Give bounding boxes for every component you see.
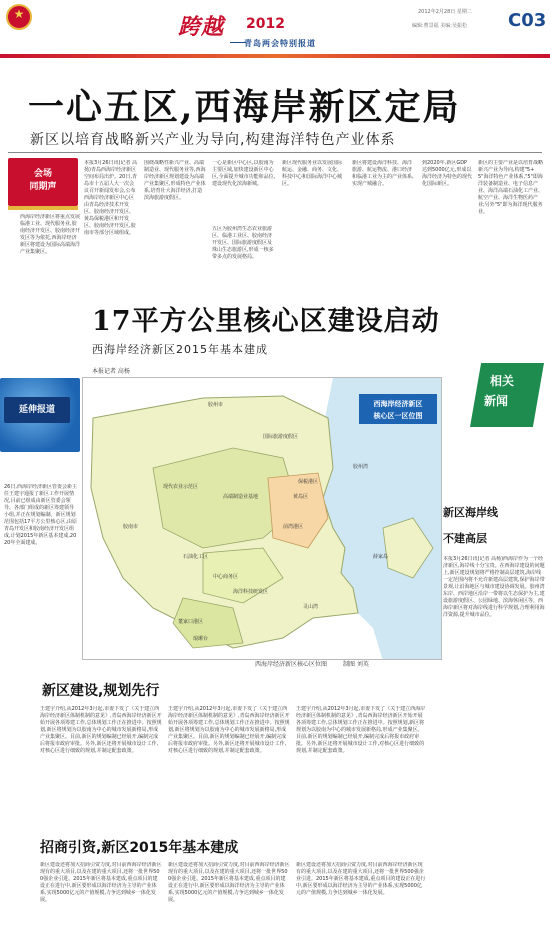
article-column: 到2020年,新区GDP达到5000亿元,形成以海洋经济为特色的现代化国际新区。 [422,160,472,187]
subsection-title: 招商引资,新区2015年基本建成 [40,840,239,856]
date-line: 2012年2月28日 星期二 [418,9,472,15]
map-label: 国际旅游度假区 [263,434,299,440]
map-label: 琅琊台 [193,636,209,642]
map-label: 高端制造业基地 [223,494,259,500]
map-title-line-1: 西海岸经济新区 [373,400,423,408]
main-headline: 一心五区,西海岸新区定局 [28,86,461,128]
map-graphic [83,378,442,660]
related-news-label: 新闻 [484,394,509,408]
subsection-text: 新区建设还将加大招商引资力度,对目前西海岸经济新区现有的重大项目,以及在建的重大项目,还将一批世界500强企业引进。2015年新区将基本建成,重点项目的建设正在进行中,新区要形成以海洋经济为主导的产业体系,实现5000亿元的产值规模,力争达到城乡一体化发展。 [168,862,290,903]
intro-text: 26日,西海岸经济新区管委会新主任王建宇通报了新区工作开展情况,目前已组成由新区管委会领导、各部门组成的新区筹建领导小组,并正在规划编制。新区规划范围包括17平方公里核心区,由原青岛开发区和胶南经济开发区组成,计划2015年新区基本建成,2020年全面建成。 [4,484,77,546]
brand-year: 2012 [246,16,285,32]
map-label: 董家口港区 [178,619,204,625]
map-label: 现代农业示范区 [163,484,199,490]
map-label: 保税港区 [298,479,319,485]
map-label: 中心商务区 [213,574,239,580]
badge-label: 会场 同期声 [29,169,57,192]
page-code: C03 [508,10,547,31]
masthead-wave [0,54,550,58]
subsection-title: 新区建设,规划先行 [42,683,160,699]
section-subhead: 西海岸经济新区2015年基本建成 [92,343,268,356]
related-headline-1: 新区海岸线 [443,506,498,519]
subsection-text: 新区建设还将加大招商引资力度,对目前西海岸经济新区现有的重大项目,以及在建的重大项目,还将一批世界500强企业引进。2015年新区将基本建成,重点项目的建设正在进行中,新区要形成以海洋经济为主导的产业体系,实现5000亿元的产值规模,力争达到城乡一体化发展。 [40,862,162,903]
byline: 本报记者 高杨 [92,368,130,375]
article-column: 五区为胶州湾生态农业旅游区、临港工业区、胶南经济开发区、国际旅游度假区及珠山生态旅游区,形成一核多带多点的发展格局。 [212,226,274,260]
subsection-text: 新区建设还将加大招商引资力度,对目前西海岸经济新区现有的重大项目,以及在建的重大项目,还将一批世界500强企业引进。2015年新区将基本建成,重点项目的建设正在进行中,新区要形成以海洋经济为主导的产业体系,实现5000亿元的产值规模,力争达到城乡一体化发展。 [296,862,426,896]
article-column: 新区现代服务业以发展国际航运、金融、商务、文化、科技中心和国际海洋中心城区。 [282,160,343,187]
map-label: 前湾港区 [283,524,304,530]
article-column: 围绕战略性新兴产业、高端制造业、现代服务业等,西海岸经济新区规划建设为高端产业集聚区,形成特色产业体系,培育壮大海洋经济,打造滨海旅游度假区。 [144,160,206,201]
related-news-label: 相关 [490,374,515,388]
edition-subtitle: 青岛两会特别报道 [244,39,316,48]
article-column: 一心是新区中心区,以胶南为主要区域,加快建设新区中心区,全面提升城市功能和品位,建设现代化滨海新城。 [212,160,276,187]
map-label: 灵山湾 [303,604,319,610]
divider [8,152,542,153]
map-caption [255,659,369,668]
map-label: 胶州湾 [353,464,369,470]
section-headline: 17平方公里核心区建设启动 [92,306,440,337]
map-label: 薛家岛 [373,554,389,560]
article-column: 西海岸经济新区将重点发展临港工业、现代服务业,胶南经济开发区、胶南经济开发区等为依托,西海岸经济新区将建设为国际高端海洋产业集聚区。 [20,214,80,255]
map-label: 海洋科技研发区 [233,589,269,595]
follow-report-label: 延伸报道 [4,397,70,423]
map-credit: 制图 刘英 [342,661,369,668]
conference-badge [8,158,78,206]
related-text: 本报3月26日讯(记者 高杨)西海岸作为一个经济新区,海岸线十分宝贵。在西海岸建设的问题上,新区建设规划将严格控制高层建筑,海岸线一定范围内将不允许新建高层建筑,保护海岸带景观,让沿海地区与城市建设协调发展。胶州湾东岸、西岸地区沿岸一带将以生态保护为主,建设旅游度假区、公园绿地、滨海休闲区等。西海岸新区将对海岸线进行科学规划,合理利用海洋资源,提升城市品位。 [443,556,545,618]
badge-stripe [8,206,78,210]
map-label: 黄岛区 [293,494,309,500]
brand-title: 跨越 [178,14,225,40]
subsection-text: 王建宇介绍,从2012年3月起,市委下发了《关于建立西海岸经济新区体制机制的意见》,青岛西海岸经济新区开始开展各项筹建工作,总体规划工作正在推进中。按照规划,新区将规划为以胶南为中心的城市发展新格局,形成产业集聚区。目前,新区的规划编制已经展开,编制完成后将报市政府审批。另外,新区还将开展城市设计工作,对核心区进行细致的规划,并制定配套政策。 [40,706,162,754]
related-headline-2: 不建高层 [443,532,487,545]
star-icon: ★ [13,7,25,21]
main-subhead: 新区以培育战略新兴产业为导向,构建海洋特色产业体系 [30,132,396,148]
map-caption-text: 西海岸经济新区核心区位图 [255,661,328,668]
location-map [82,377,442,660]
article-column: 新区将建设海洋科技、海洋旅游、航运物流、港口经济和临港工业为主的产业体系,实现产城融合。 [352,160,414,187]
article-column: 本报3月26日讯(记者 高扬)青岛西海岸经济新区空间布局出炉。20日,青岛市十五届人大一次会议召开新闻发布会,公布西海岸经济新区中心区由青岛经济技术开发区、胶南经济开发区、黄岛保税港区和开发区、胶南经济开发区,胶南市等部分区域组成。 [84,160,138,236]
map-label: 石油化工区 [183,554,209,560]
map-label: 胶州市 [208,402,224,408]
subsection-text: 王建宇介绍,从2012年3月起,市委下发了《关于建立西海岸经济新区体制机制的意见》,青岛西海岸经济新区开始开展各项筹建工作,总体规划工作正在推进中。按照规划,新区将规划为以胶南为中心的城市发展新格局,形成产业集聚区。目前,新区的规划编制已经展开,编制完成后将报市政府审批。另外,新区还将开展城市设计工作,对核心区进行细致的规划,并制定配套政策。 [296,706,426,754]
map-label: 胶南市 [123,524,139,530]
map-title-line-2: 核心区一区位图 [373,412,423,420]
editor-line: 编辑:曹景福 美编:吴振松 [412,23,467,29]
subsection-text: 王建宇介绍,从2012年3月起,市委下发了《关于建立西海岸经济新区体制机制的意见》,青岛西海岸经济新区开始开展各项筹建工作,总体规划工作正在推进中。按照规划,新区将规划为以胶南为中心的城市发展新格局,形成产业集聚区。目前,新区的规划编制已经展开,编制完成后将报市政府审批。另外,新区还将开展城市设计工作,对核心区进行细致的规划,并制定配套政策。 [168,706,290,754]
side-column: 新区的主要产业是以培育战略新兴产业为导向,构建"5+5"海洋特色产业体系,"5"即海洋装备制造业、电子信息产业、海洋高端石油化工产业、航空产业、海洋生物医药产业;另外"5"即为海洋现代服务业。 [478,160,544,215]
